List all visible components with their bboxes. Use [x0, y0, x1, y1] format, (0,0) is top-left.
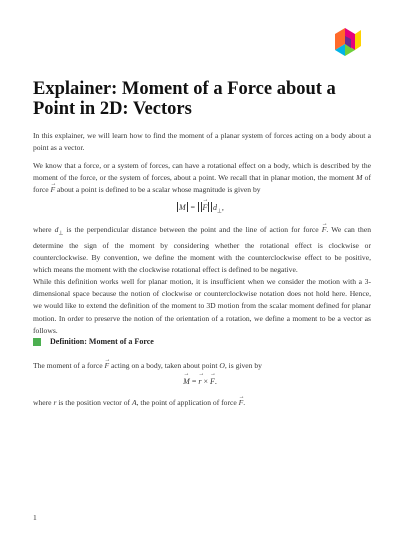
definition-paragraph: The moment of a force → F acting on a body, taken about point O, is given by: [33, 360, 371, 372]
definition-heading: Definition: Moment of a Force: [33, 337, 154, 346]
page-number: 1: [33, 513, 37, 522]
position-vector-paragraph: where r is the position vector of A, the point of application of force → F.: [33, 397, 371, 409]
moment-vector-equation: → M = → r × → F.: [0, 377, 400, 386]
definition-marker-icon: [33, 338, 41, 346]
intro-paragraph: In this explainer, we will learn how to find the moment of a planar system of forces acting on a body about a point as a vector.: [33, 131, 371, 153]
perpendicular-distance-paragraph: where $d_\perp$ is the perpendicular distance between the point and the line of action for force → F. We can then determine the sign of the moment by considering whether the rotational effect is clockwise or counterclockwise. By convention, we define the moment with the counterclockwise effect to be positive, which means the moment with the clockwise rotational effect is defined to be negative.: [33, 224, 371, 276]
moment-scalar-paragraph: We know that a force, or a system of forces, can have a rotational effect on a body, which is described by the moment of the force, or the system of forces, about a point. We recall that in planar motion, the moment M of force → F about a point is defined to be a scalar whose magnitude is given by: [33, 160, 371, 197]
vector-definition-paragraph: While this definition works well for planar motion, it is insufficient when we consider the motion with a 3-dimensional space because the notion of clockwise or counterclockwise notation does not hold here. Hence, we would like to extend the definition of the moment to 3D motion from the scalar moment defined for planar motion. In order to preserve the notion of the orientation of a rotation, we define a moment to be a vector as follows.: [33, 277, 371, 335]
moment-magnitude-equation: M = → F $d_\perp$,: [0, 202, 400, 215]
nagwa-logo-icon: [335, 28, 361, 56]
page-title: Explainer: Moment of a Force about a Point in 2D: Vectors: [33, 79, 336, 119]
